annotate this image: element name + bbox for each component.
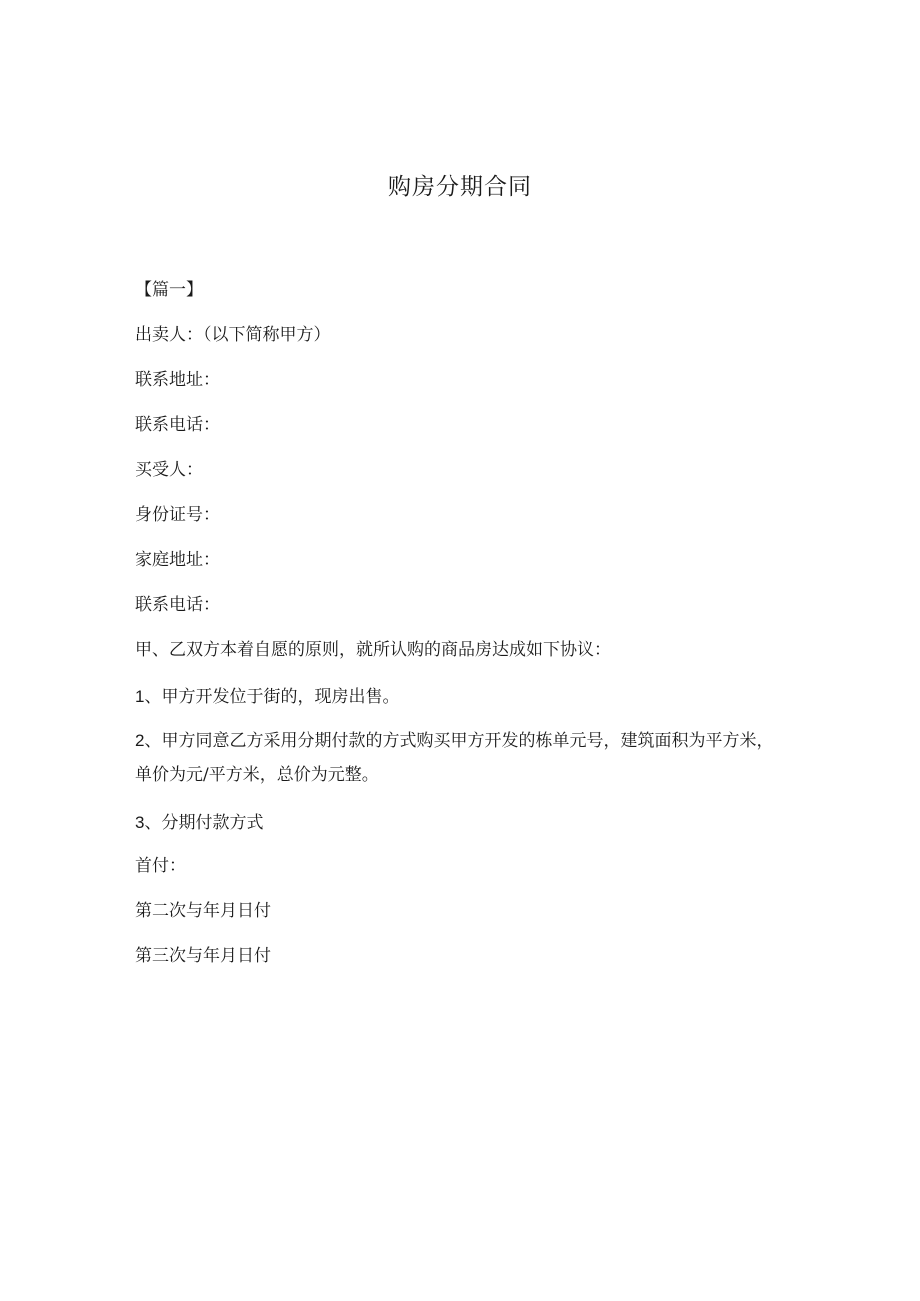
document-title: 购房分期合同 xyxy=(388,174,532,200)
seller-phone-line: 联系电话： xyxy=(135,415,220,435)
home-address-line: 家庭地址： xyxy=(135,550,220,570)
clause-3 xyxy=(135,806,785,840)
clause-1 xyxy=(135,680,785,714)
id-number-line: 身份证号： xyxy=(135,505,220,525)
section-label: 【篇一】 xyxy=(135,280,203,300)
seller-address-line: 联系地址： xyxy=(135,370,220,390)
buyer-line: 买受人： xyxy=(135,460,203,480)
buyer-phone-line: 联系电话： xyxy=(135,595,220,615)
agreement-intro: 甲、乙双方本着自愿的原则，就所认购的商品房达成如下协议： xyxy=(135,640,611,660)
clause-2 xyxy=(135,724,785,792)
clause-number: 2 xyxy=(135,731,145,750)
clause-number: 3 xyxy=(135,813,145,832)
payment-down: 首付： xyxy=(135,856,186,876)
clause-text: 、分期付款方式 xyxy=(144,813,264,833)
payment-third: 第三次与年月日付 xyxy=(135,946,271,966)
seller-line: 出卖人：（以下简称甲方） xyxy=(135,325,331,345)
clause-number: 1 xyxy=(135,687,145,706)
clause-text: 、甲方开发位于街的，现房出售。 xyxy=(144,687,400,707)
payment-second: 第二次与年月日付 xyxy=(135,901,271,921)
clause-text: 、甲方同意乙方采用分期付款的方式购买甲方开发的栋单元号，建筑面积为平方米，单价为元/平方米，总价为元整。 xyxy=(135,731,774,785)
